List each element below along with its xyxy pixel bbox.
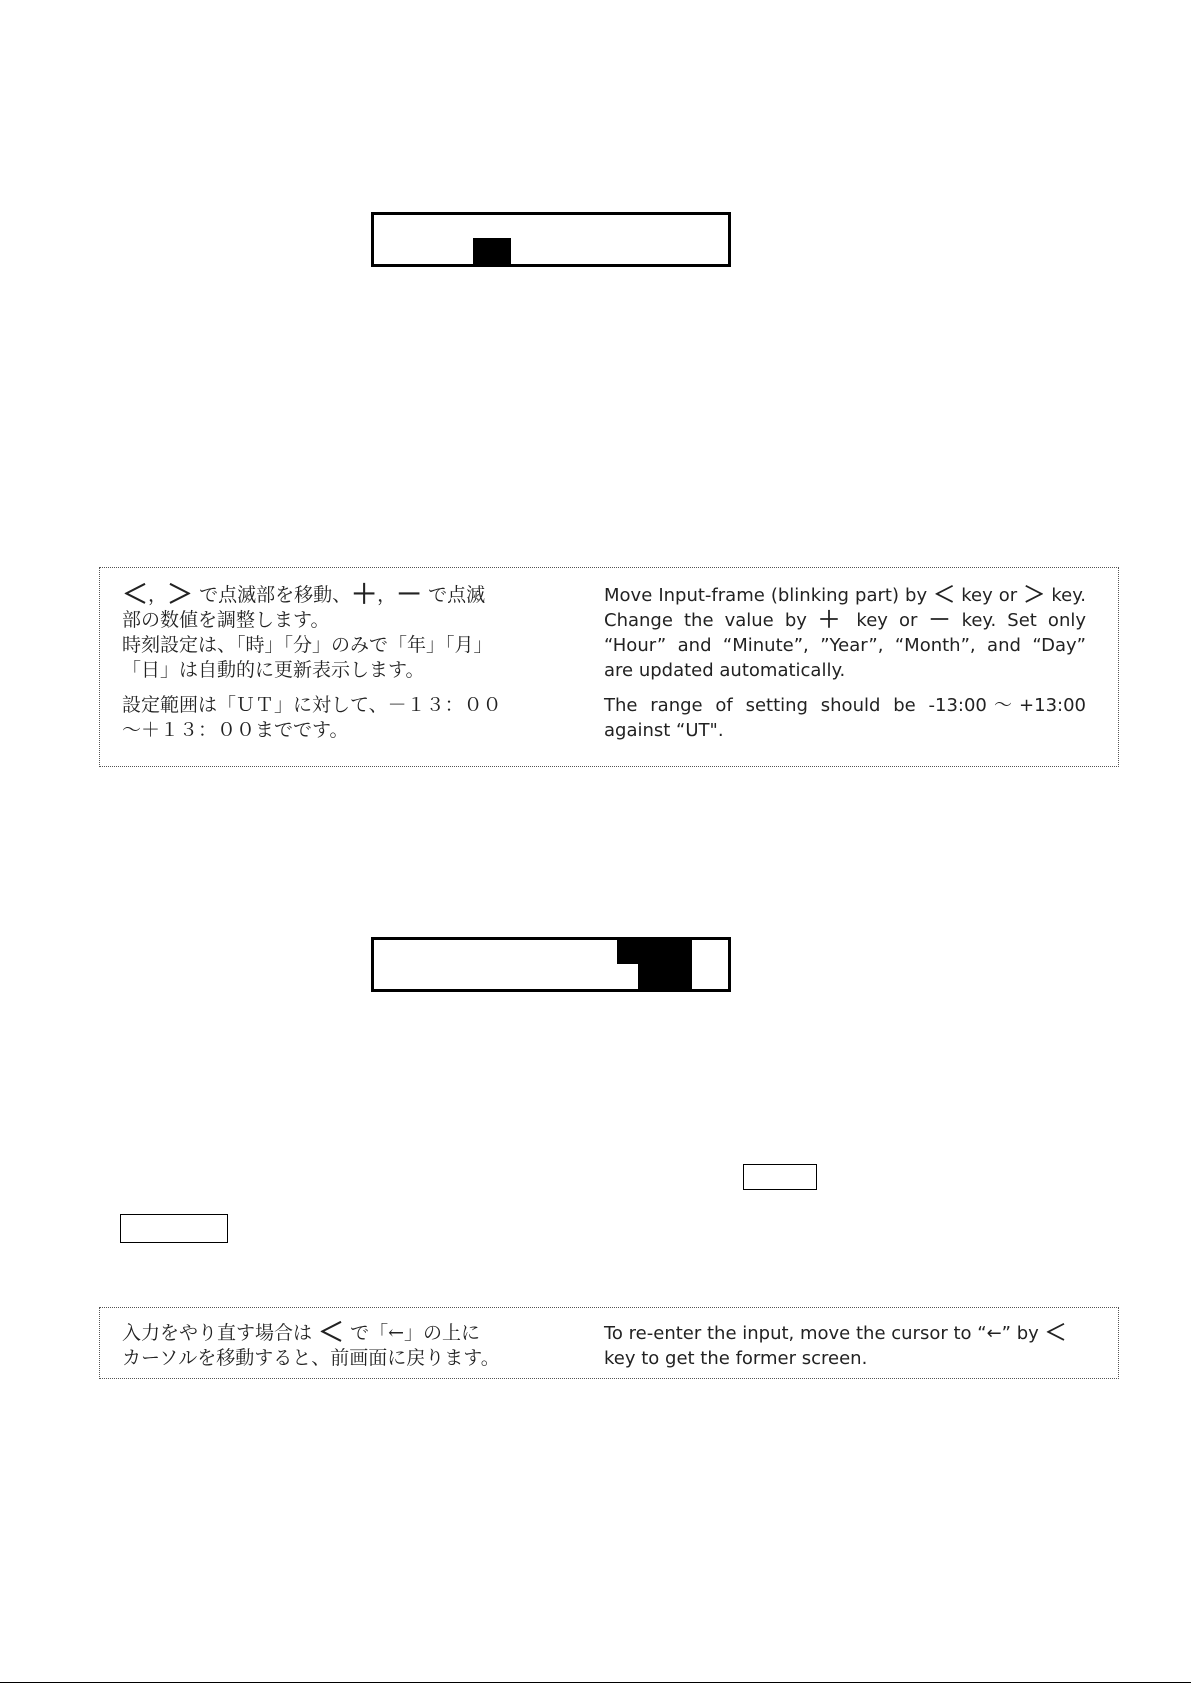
display-frame-1: [371, 212, 731, 267]
small-display-frame-b: [120, 1214, 228, 1243]
display-frame-2: [371, 937, 731, 992]
plus-key-icon: ＋: [817, 608, 846, 633]
note2-japanese-text: 入力をやり直す場合は ＜ で「←」の上に カーソルを移動すると、前画面に戻ります。: [122, 1318, 500, 1369]
left-key-icon: ＜: [1044, 1321, 1067, 1346]
left-key-icon: ＜: [122, 580, 149, 610]
note1-japanese-text: ＜，＞ で点滅部を移動、＋，－ で点滅 部の数値を調整します。 時刻設定は、「時」「分」のみで「年」「月」 「日」は自動的に更新表示します。 設定範囲は「ＵＴ」に対して、－１３：００ ～＋１３：００までです。: [122, 580, 502, 741]
blinking-cursor-1: [473, 238, 511, 264]
left-key-icon: ＜: [933, 583, 956, 608]
note2-english-text: To re-enter the input, move the cursor to “←” by ＜ key to get the former screen.: [604, 1321, 1067, 1369]
note1-english-text: Move Input-frame (blinking part) by ＜ key or ＞ key. Change the value by ＋ key or － key. Set only “Hour” and “Minute”, ”Year”, “Month”, and “Day” are updated automatically. The range of setting should be -13:00～+13:00 against “UT".: [604, 583, 1087, 741]
page-bottom-edge: [0, 1682, 1191, 1683]
instruction-note-1: [99, 567, 1119, 767]
right-key-icon: ＞: [167, 580, 194, 610]
instruction-note-2: [99, 1307, 1119, 1379]
blinking-cursor-2a: [617, 940, 638, 964]
plus-key-icon: ＋: [351, 580, 378, 610]
blinking-cursor-2b: [638, 940, 692, 989]
right-key-icon: ＞: [1023, 583, 1046, 608]
left-key-icon: ＜: [318, 1318, 345, 1348]
minus-key-icon: －: [928, 608, 951, 633]
minus-key-icon: －: [396, 580, 423, 610]
small-display-frame-a: [743, 1164, 817, 1190]
